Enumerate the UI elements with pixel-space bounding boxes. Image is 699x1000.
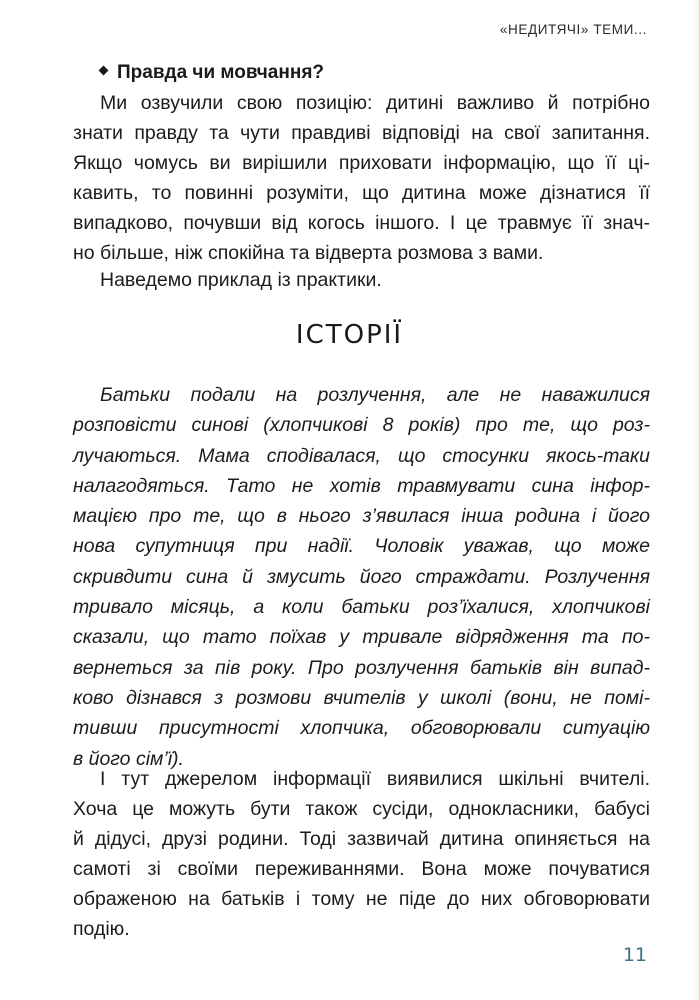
intro-paragraph <box>73 88 650 268</box>
closing-paragraph <box>73 764 650 944</box>
example-intro: Наведемо приклад із практики. <box>100 269 382 291</box>
story-line: ково дізнався з розмови вчителів у школі (вони, не помі- <box>73 686 650 709</box>
running-header: «НЕДИТЯЧІ» ТЕМИ... <box>499 22 647 37</box>
story-line: Батьки подали на розлучення, але не наважилися <box>100 384 650 406</box>
story-line: сказали, що тато поїхав у тривале відрядження та по- <box>73 626 650 649</box>
story-line: розповісти синові (хлопчикові 8 років) про те, що роз- <box>73 414 650 437</box>
intro-line: знати правду та чути правдиві відповіді на свої запитання. <box>73 122 650 144</box>
section-heading <box>100 62 324 84</box>
section-heading-text: Правда чи мовчання? <box>117 62 325 83</box>
closing-line: ображеною на батьків і тому не піде до них обговорювати <box>73 888 650 910</box>
intro-line: Ми озвучили свою позицію: дитині важливо й потрібно <box>100 92 650 114</box>
story-line: в його сім’ї). <box>73 747 184 770</box>
story-line: тривало місяць, а коли батьки роз’їхалися, хлопчикові <box>73 596 650 619</box>
intro-line: кавить, то повинні розуміти, що дитина може дізнатися її <box>73 182 650 204</box>
story-line: тивши присутності хлопчика, обговорювали ситуацію <box>73 717 650 740</box>
stories-title: ІСТОРІЇ <box>295 320 404 350</box>
intro-line: випадково, почувши від когось іншого. І це травмує її знач- <box>73 212 650 234</box>
closing-line: Хоча це можуть бути також сусіди, однокласники, бабусі <box>73 798 650 820</box>
story-line: нова супутниця при надії. Чоловік уважав, що може <box>73 535 650 558</box>
page-number: 11 <box>622 944 647 966</box>
intro-line: Якщо чомусь ви вирішили приховати інформацію, що її ці- <box>73 152 650 174</box>
closing-line: І тут джерелом інформації виявилися шкільні вчителі. <box>100 768 650 790</box>
diamond-bullet-icon <box>99 66 109 76</box>
story-line: вернеться за пів року. Про розлучення батьків він випад- <box>73 656 650 679</box>
closing-line: подію. <box>73 918 130 940</box>
story-line: скривдити сина й змусить його страждати. Розлучення <box>73 565 650 588</box>
closing-line: й дідусі, друзі родини. Тоді зазвичай дитина опиняється на <box>73 828 650 850</box>
closing-line: самоті зі своїми переживаннями. Вона може почуватися <box>73 858 650 880</box>
story-line: лучаються. Мама сподівалася, що стосунки якось-таки <box>73 444 650 467</box>
page-edge-shadow <box>693 0 699 1000</box>
intro-line: но більше, ніж спокійна та відверта розмова з вами. <box>73 242 544 264</box>
story-line: налагодяться. Тато не хотів травмувати сина інфор- <box>73 474 650 497</box>
story-line: мацією про те, що в нього з’явилася інша родина і його <box>73 505 650 528</box>
story-paragraph <box>73 380 650 774</box>
